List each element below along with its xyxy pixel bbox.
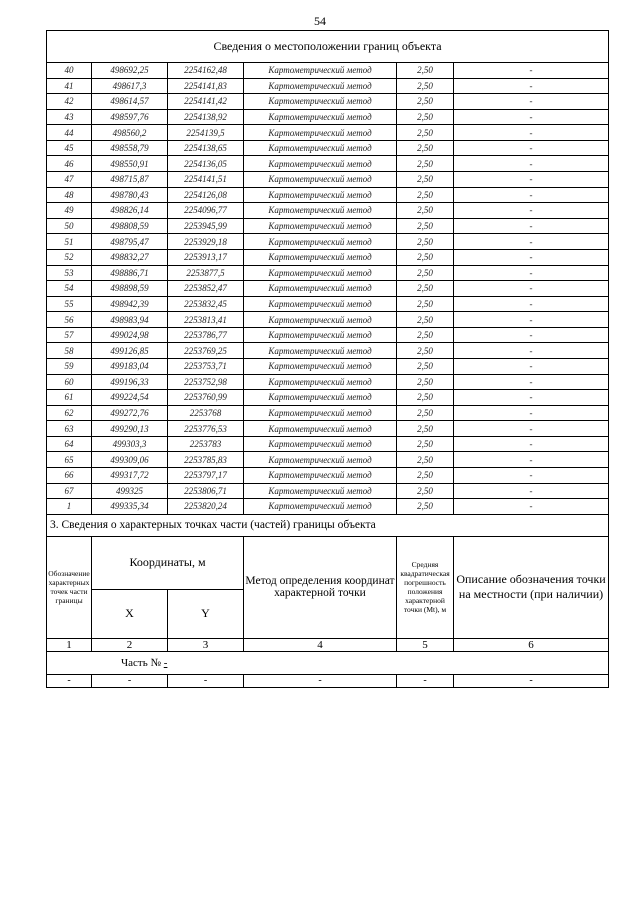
- coord-x: 498808,59: [92, 218, 168, 234]
- point-number: 65: [47, 452, 92, 468]
- point-number: 64: [47, 436, 92, 452]
- description: -: [454, 63, 609, 79]
- point-number: 67: [47, 483, 92, 499]
- description: -: [454, 265, 609, 281]
- mean-error: 2,50: [397, 109, 454, 125]
- point-number: 61: [47, 390, 92, 406]
- mean-error: 2,50: [397, 249, 454, 265]
- table-row: [47, 281, 609, 297]
- table-row: [47, 390, 609, 406]
- part-number-row: [47, 651, 609, 674]
- point-number: 47: [47, 172, 92, 188]
- header-point: Обозначение характерных точек части границы: [47, 536, 92, 638]
- point-number: 57: [47, 327, 92, 343]
- coord-x: 498617,3: [92, 78, 168, 94]
- method: Картометрический метод: [244, 421, 397, 437]
- empty-cell: -: [454, 674, 609, 687]
- description: -: [454, 78, 609, 94]
- description: -: [454, 234, 609, 250]
- coord-y: 2253785,83: [168, 452, 244, 468]
- coord-x: 498692,25: [92, 63, 168, 79]
- table-row: [47, 343, 609, 359]
- coord-x: 498942,39: [92, 296, 168, 312]
- point-number: 58: [47, 343, 92, 359]
- coord-x: 499272,76: [92, 405, 168, 421]
- method: Картометрический метод: [244, 358, 397, 374]
- coord-x: 498614,57: [92, 94, 168, 110]
- coord-x: 499126,85: [92, 343, 168, 359]
- header-method: Метод определения координат характерной точки: [244, 536, 397, 638]
- table-row: [47, 125, 609, 141]
- table-row: [47, 452, 609, 468]
- coord-x: 498597,76: [92, 109, 168, 125]
- method: Картометрический метод: [244, 218, 397, 234]
- table-row: [47, 78, 609, 94]
- point-number: 63: [47, 421, 92, 437]
- point-number: 48: [47, 187, 92, 203]
- coord-x: 498983,94: [92, 312, 168, 328]
- method: Картометрический метод: [244, 390, 397, 406]
- point-number: 46: [47, 156, 92, 172]
- coord-x: 499224,54: [92, 390, 168, 406]
- point-number: 50: [47, 218, 92, 234]
- coord-x: 498826,14: [92, 203, 168, 219]
- mean-error: 2,50: [397, 358, 454, 374]
- description: -: [454, 483, 609, 499]
- description: -: [454, 358, 609, 374]
- coord-y: 2253852,47: [168, 281, 244, 297]
- mean-error: 2,50: [397, 78, 454, 94]
- coord-y: 2253786,77: [168, 327, 244, 343]
- table-row: [47, 436, 609, 452]
- coord-y: 2254141,51: [168, 172, 244, 188]
- table-row: [47, 172, 609, 188]
- table-row: [47, 374, 609, 390]
- header-error: Средняя квадратическая погрешность положения характерной точки (Мt), м: [397, 536, 454, 638]
- point-number: 43: [47, 109, 92, 125]
- part-label: Часть №: [121, 656, 161, 669]
- mean-error: 2,50: [397, 483, 454, 499]
- column-number: 4: [244, 638, 397, 651]
- coord-y: 2254139,5: [168, 125, 244, 141]
- coord-y: 2253783: [168, 436, 244, 452]
- method: Картометрический метод: [244, 140, 397, 156]
- table-row: [47, 140, 609, 156]
- point-number: 62: [47, 405, 92, 421]
- method: Картометрический метод: [244, 156, 397, 172]
- coord-x: 499325: [92, 483, 168, 499]
- coord-y: 2254162,48: [168, 63, 244, 79]
- coord-y: 2253776,53: [168, 421, 244, 437]
- column-number: 6: [454, 638, 609, 651]
- mean-error: 2,50: [397, 234, 454, 250]
- header-x: X: [92, 589, 168, 638]
- mean-error: 2,50: [397, 63, 454, 79]
- description: -: [454, 421, 609, 437]
- description: -: [454, 327, 609, 343]
- method: Картометрический метод: [244, 296, 397, 312]
- coord-y: 2253768: [168, 405, 244, 421]
- method: Картометрический метод: [244, 78, 397, 94]
- coord-x: 499024,98: [92, 327, 168, 343]
- mean-error: 2,50: [397, 94, 454, 110]
- coord-y: 2254138,92: [168, 109, 244, 125]
- coord-y: 2253769,25: [168, 343, 244, 359]
- empty-cell: -: [397, 674, 454, 687]
- method: Картометрический метод: [244, 63, 397, 79]
- point-number: 42: [47, 94, 92, 110]
- coord-y: 2253753,71: [168, 358, 244, 374]
- table-row: [47, 249, 609, 265]
- table-row: [47, 203, 609, 219]
- description: -: [454, 203, 609, 219]
- method: Картометрический метод: [244, 436, 397, 452]
- coord-x: 499290,13: [92, 421, 168, 437]
- description: -: [454, 172, 609, 188]
- method: Картометрический метод: [244, 374, 397, 390]
- mean-error: 2,50: [397, 468, 454, 484]
- method: Картометрический метод: [244, 483, 397, 499]
- coord-y: 2253752,98: [168, 374, 244, 390]
- mean-error: 2,50: [397, 156, 454, 172]
- point-number: 54: [47, 281, 92, 297]
- method: Картометрический метод: [244, 187, 397, 203]
- coord-y: 2253929,18: [168, 234, 244, 250]
- coord-x: 499317,72: [92, 468, 168, 484]
- mean-error: 2,50: [397, 140, 454, 156]
- mean-error: 2,50: [397, 172, 454, 188]
- description: -: [454, 140, 609, 156]
- column-numbers-row: [47, 638, 609, 651]
- mean-error: 2,50: [397, 343, 454, 359]
- description: -: [454, 281, 609, 297]
- coord-x: 498795,47: [92, 234, 168, 250]
- description: -: [454, 249, 609, 265]
- column-number: 5: [397, 638, 454, 651]
- table-row: [47, 296, 609, 312]
- table-row: [47, 63, 609, 79]
- coord-y: 2253813,41: [168, 312, 244, 328]
- method: Картометрический метод: [244, 234, 397, 250]
- coord-y: 2253832,45: [168, 296, 244, 312]
- description: -: [454, 156, 609, 172]
- column-number: 2: [92, 638, 168, 651]
- mean-error: 2,50: [397, 374, 454, 390]
- method: Картометрический метод: [244, 203, 397, 219]
- description: -: [454, 436, 609, 452]
- document-table-container: [46, 30, 608, 688]
- mean-error: 2,50: [397, 281, 454, 297]
- header-coordinates: Координаты, м: [92, 536, 244, 589]
- point-number: 49: [47, 203, 92, 219]
- description: -: [454, 390, 609, 406]
- coord-x: 498550,91: [92, 156, 168, 172]
- description: -: [454, 94, 609, 110]
- coord-y: 2254138,65: [168, 140, 244, 156]
- method: Картометрический метод: [244, 109, 397, 125]
- coord-x: 499183,04: [92, 358, 168, 374]
- mean-error: 2,50: [397, 125, 454, 141]
- coord-y: 2253806,71: [168, 483, 244, 499]
- table-row: [47, 421, 609, 437]
- empty-part-row: [47, 674, 609, 687]
- mean-error: 2,50: [397, 452, 454, 468]
- mean-error: 2,50: [397, 187, 454, 203]
- coord-x: 499196,33: [92, 374, 168, 390]
- part-value: -: [163, 656, 168, 669]
- coord-y: 2254141,83: [168, 78, 244, 94]
- point-number: 40: [47, 63, 92, 79]
- description: -: [454, 218, 609, 234]
- method: Картометрический метод: [244, 468, 397, 484]
- point-number: 51: [47, 234, 92, 250]
- mean-error: 2,50: [397, 327, 454, 343]
- column-number: 3: [168, 638, 244, 651]
- method: Картометрический метод: [244, 312, 397, 328]
- section-3-title: 3. Сведения о характерных точках части (частей) границы объекта: [47, 515, 609, 537]
- description: -: [454, 452, 609, 468]
- description: -: [454, 125, 609, 141]
- method: Картометрический метод: [244, 265, 397, 281]
- mean-error: 2,50: [397, 218, 454, 234]
- description: -: [454, 187, 609, 203]
- page-number: 54: [314, 14, 326, 28]
- method: Картометрический метод: [244, 125, 397, 141]
- table-row: [47, 405, 609, 421]
- mean-error: 2,50: [397, 203, 454, 219]
- coord-x: 499309,06: [92, 452, 168, 468]
- point-number: 60: [47, 374, 92, 390]
- coord-x: 498560,2: [92, 125, 168, 141]
- mean-error: 2,50: [397, 421, 454, 437]
- point-number: 1: [47, 499, 92, 515]
- table-row: [47, 499, 609, 515]
- description: -: [454, 468, 609, 484]
- method: Картометрический метод: [244, 327, 397, 343]
- table-row: [47, 358, 609, 374]
- table-row: [47, 483, 609, 499]
- point-number: 44: [47, 125, 92, 141]
- mean-error: 2,50: [397, 312, 454, 328]
- description: -: [454, 312, 609, 328]
- table-row: [47, 187, 609, 203]
- table-row: [47, 327, 609, 343]
- point-number: 53: [47, 265, 92, 281]
- point-number: 55: [47, 296, 92, 312]
- coord-y: 2254126,08: [168, 187, 244, 203]
- coord-x: 498715,87: [92, 172, 168, 188]
- method: Картометрический метод: [244, 343, 397, 359]
- empty-cell: -: [47, 674, 92, 687]
- method: Картометрический метод: [244, 452, 397, 468]
- description: -: [454, 405, 609, 421]
- method: Картометрический метод: [244, 249, 397, 265]
- coord-y: 2254136,05: [168, 156, 244, 172]
- coord-x: 499335,34: [92, 499, 168, 515]
- coord-y: 2253797,17: [168, 468, 244, 484]
- mean-error: 2,50: [397, 436, 454, 452]
- description: -: [454, 343, 609, 359]
- empty-cell: -: [92, 674, 168, 687]
- table-row: [47, 234, 609, 250]
- coord-y: 2253820,24: [168, 499, 244, 515]
- method: Картометрический метод: [244, 94, 397, 110]
- coord-y: 2253913,17: [168, 249, 244, 265]
- coord-y: 2253945,99: [168, 218, 244, 234]
- coord-y: 2254141,42: [168, 94, 244, 110]
- column-number: 1: [47, 638, 92, 651]
- method: Картометрический метод: [244, 499, 397, 515]
- point-number: 45: [47, 140, 92, 156]
- boundary-table: [46, 30, 609, 515]
- mean-error: 2,50: [397, 265, 454, 281]
- parts-table: [46, 515, 609, 688]
- table-row: [47, 468, 609, 484]
- table-title: Сведения о местоположении границ объекта: [47, 31, 609, 63]
- point-number: 66: [47, 468, 92, 484]
- coord-x: 498898,59: [92, 281, 168, 297]
- coord-x: 499303,3: [92, 436, 168, 452]
- point-number: 41: [47, 78, 92, 94]
- coord-x: 498832,27: [92, 249, 168, 265]
- coord-x: 498886,71: [92, 265, 168, 281]
- table-row: [47, 218, 609, 234]
- description: -: [454, 109, 609, 125]
- empty-cell: -: [168, 674, 244, 687]
- point-number: 56: [47, 312, 92, 328]
- header-y: Y: [168, 589, 244, 638]
- point-number: 59: [47, 358, 92, 374]
- mean-error: 2,50: [397, 499, 454, 515]
- description: -: [454, 296, 609, 312]
- method: Картометрический метод: [244, 281, 397, 297]
- header-description: Описание обозначения точки на местности (при наличии): [454, 536, 609, 638]
- coord-y: 2253760,99: [168, 390, 244, 406]
- mean-error: 2,50: [397, 405, 454, 421]
- method: Картометрический метод: [244, 172, 397, 188]
- table-row: [47, 312, 609, 328]
- table-row: [47, 109, 609, 125]
- coord-x: 498558,79: [92, 140, 168, 156]
- coord-y: 2253877,5: [168, 265, 244, 281]
- description: -: [454, 499, 609, 515]
- mean-error: 2,50: [397, 390, 454, 406]
- point-number: 52: [47, 249, 92, 265]
- table-row: [47, 94, 609, 110]
- empty-cell: -: [244, 674, 397, 687]
- table-row: [47, 156, 609, 172]
- method: Картометрический метод: [244, 405, 397, 421]
- coord-x: 498780,43: [92, 187, 168, 203]
- coord-y: 2254096,77: [168, 203, 244, 219]
- mean-error: 2,50: [397, 296, 454, 312]
- description: -: [454, 374, 609, 390]
- table-row: [47, 265, 609, 281]
